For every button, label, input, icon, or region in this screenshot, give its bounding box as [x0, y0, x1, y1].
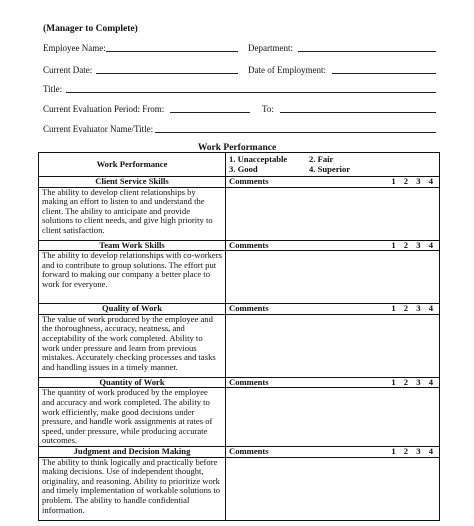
form-header: (Manager to Complete): [43, 24, 138, 34]
date-of-employment-field[interactable]: [332, 73, 436, 74]
rating-options[interactable]: 1 2 3 4: [391, 239, 433, 250]
department-field[interactable]: [298, 51, 436, 52]
evaluator-field[interactable]: [155, 132, 436, 133]
comments-label: Comments: [229, 376, 269, 387]
rating-options[interactable]: 1 2 3 4: [391, 303, 433, 314]
scale-3: 3. Good: [229, 164, 258, 174]
title-field[interactable]: [66, 92, 436, 93]
comments-area[interactable]: [226, 251, 440, 304]
section-body-quality-of-work: [39, 314, 440, 377]
scale-2: 2. Fair: [309, 154, 334, 164]
section-body-team-work: [39, 251, 440, 304]
comments-label: Comments: [229, 303, 269, 314]
comments-header: [226, 377, 440, 388]
section-title: Client Service Skills: [39, 177, 226, 188]
employee-name-field[interactable]: [106, 51, 238, 52]
comments-header: [226, 177, 440, 188]
comments-area[interactable]: [226, 314, 440, 377]
comments-label: Comments: [229, 445, 269, 456]
section-title: Quantity of Work: [39, 377, 226, 388]
work-performance-table: [38, 152, 440, 521]
employee-name-label: Employee Name:: [43, 43, 106, 53]
section-row-judgment: [39, 446, 440, 457]
section-description: The ability to think logically and practically before making decisions. Use of independent thought, originality, and reasoning. Ability to prioritize work and timely implementation of workable solutions to problem. The ability to handle confidential information.: [39, 457, 226, 520]
section-row-quality-of-work: [39, 304, 440, 315]
evaluation-period-from-label: Current Evaluation Period: From:: [43, 104, 165, 114]
section-title: Judgment and Decision Making: [39, 446, 226, 457]
rating-scale: [226, 153, 440, 177]
comments-header: [226, 240, 440, 251]
section-description: The ability to develop client relationships by making an effort to listen to and understand the client. The ability to anticipate and provide solutions to client needs, and give high priority to client satisfaction.: [39, 187, 226, 240]
comments-header: [226, 446, 440, 457]
rating-options[interactable]: 1 2 3 4: [391, 376, 433, 387]
section-row-quantity-of-work: [39, 377, 440, 388]
section-description: The value of work produced by the employee and the thoroughness, accuracy, neatness, and acceptability of the work completed. Ability to work under pressure and learn from previous mistakes. Accurately checking processes and tasks and handling issues in a timely manner.: [39, 314, 226, 377]
section-body-judgment: [39, 457, 440, 520]
title-label: Title:: [43, 84, 63, 94]
department-label: Department:: [248, 43, 293, 53]
column-header-work-performance: Work Performance: [39, 153, 226, 177]
date-of-employment-label: Date of Employment:: [248, 65, 326, 75]
current-date-label: Current Date:: [43, 65, 93, 75]
rating-options[interactable]: 1 2 3 4: [391, 176, 433, 186]
section-title: Team Work Skills: [39, 240, 226, 251]
rating-options[interactable]: 1 2 3 4: [391, 445, 433, 456]
comments-area[interactable]: [226, 388, 440, 447]
section-row-client-service: [39, 177, 440, 188]
comments-label: Comments: [229, 176, 269, 186]
section-body-quantity-of-work: [39, 388, 440, 447]
section-row-team-work: [39, 240, 440, 251]
comments-area[interactable]: [226, 187, 440, 240]
comments-label: Comments: [229, 239, 269, 250]
section-body-client-service: [39, 187, 440, 240]
scale-4: 4. Superior: [309, 164, 351, 174]
evaluator-label: Current Evaluator Name/Title:: [43, 124, 154, 134]
comments-header: [226, 304, 440, 315]
comments-area[interactable]: [226, 457, 440, 520]
table-header-row: [39, 153, 440, 177]
section-title: Quality of Work: [39, 304, 226, 315]
section-description: The quantity of work produced by the employee and accuracy and work completed. The ability to work efficiently, make good decisions under pressure, and handle work assignments at rates of speed, under pressure, while producing accurate outcomes.: [39, 388, 226, 447]
scale-1: 1. Unacceptable: [229, 154, 288, 164]
current-date-field[interactable]: [96, 73, 238, 74]
evaluation-period-from-field[interactable]: [170, 112, 250, 113]
section-description: The ability to develop relationships with co-workers and to contribute to group solutions. The effort put forward to making our company a better place to work for everyone.: [39, 251, 226, 304]
work-performance-title: Work Performance: [197, 143, 277, 153]
evaluation-period-to-field[interactable]: [280, 112, 436, 113]
evaluation-period-to-label: To:: [262, 104, 274, 114]
